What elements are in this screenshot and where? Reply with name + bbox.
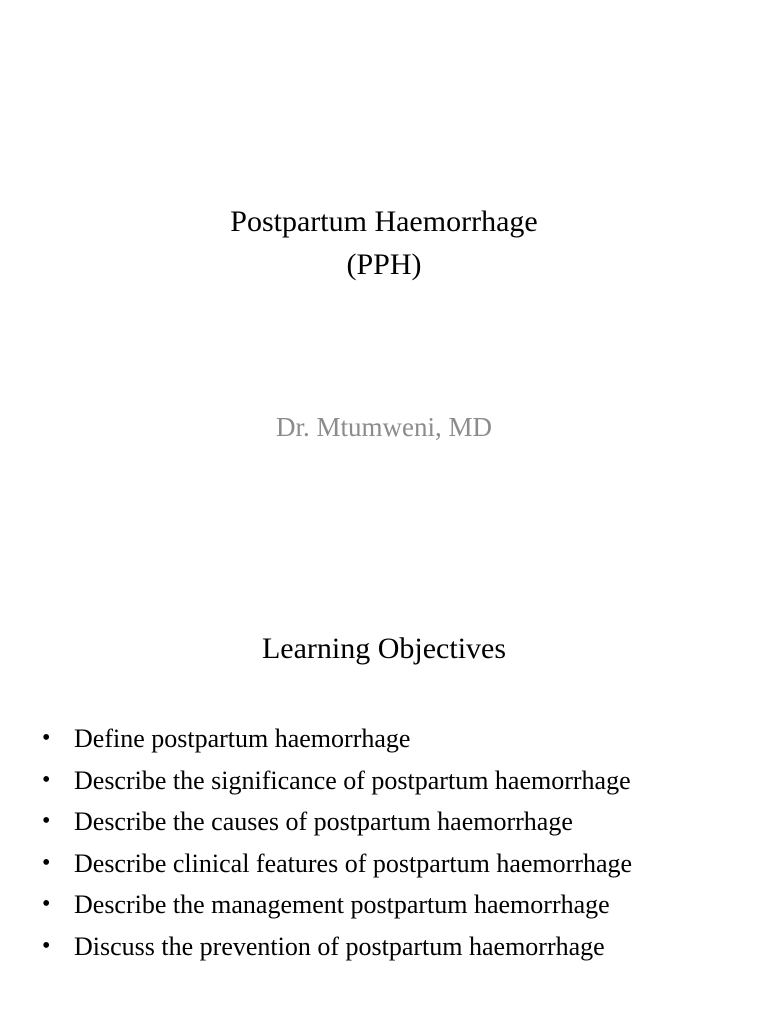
presenter-name: Dr. Mtumweni, MD [276, 412, 492, 442]
bullet-icon: • [42, 849, 51, 876]
list-item [40, 884, 632, 926]
bullet-icon: • [42, 766, 51, 793]
objectives-heading: Learning Objectives [261, 632, 507, 665]
bullet-icon: • [42, 891, 51, 918]
objectives-list [40, 718, 632, 968]
objective-text: Describe the significance of postpartum haemorrhage [74, 765, 631, 795]
objective-text: Describe the management postpartum haemorrhage [74, 890, 610, 920]
slide-title-line-2: (PPH) [346, 248, 422, 281]
list-item [40, 718, 632, 760]
list-item [40, 760, 632, 802]
bullet-icon: • [42, 808, 51, 835]
slide-title-line-1: Postpartum Haemorrhage [230, 205, 538, 238]
objective-text: Describe clinical features of postpartum haemorrhage [74, 848, 633, 878]
list-item [40, 801, 632, 843]
objective-text: Define postpartum haemorrhage [74, 724, 411, 753]
objective-text: Discuss the prevention of postpartum haemorrhage [74, 931, 605, 961]
objective-text: Describe the causes of postpartum haemorrhage [74, 807, 573, 837]
list-item [40, 843, 632, 885]
bullet-icon: • [42, 725, 51, 751]
bullet-icon: • [42, 932, 51, 959]
list-item [40, 926, 632, 968]
objectives-slide [0, 600, 768, 1024]
